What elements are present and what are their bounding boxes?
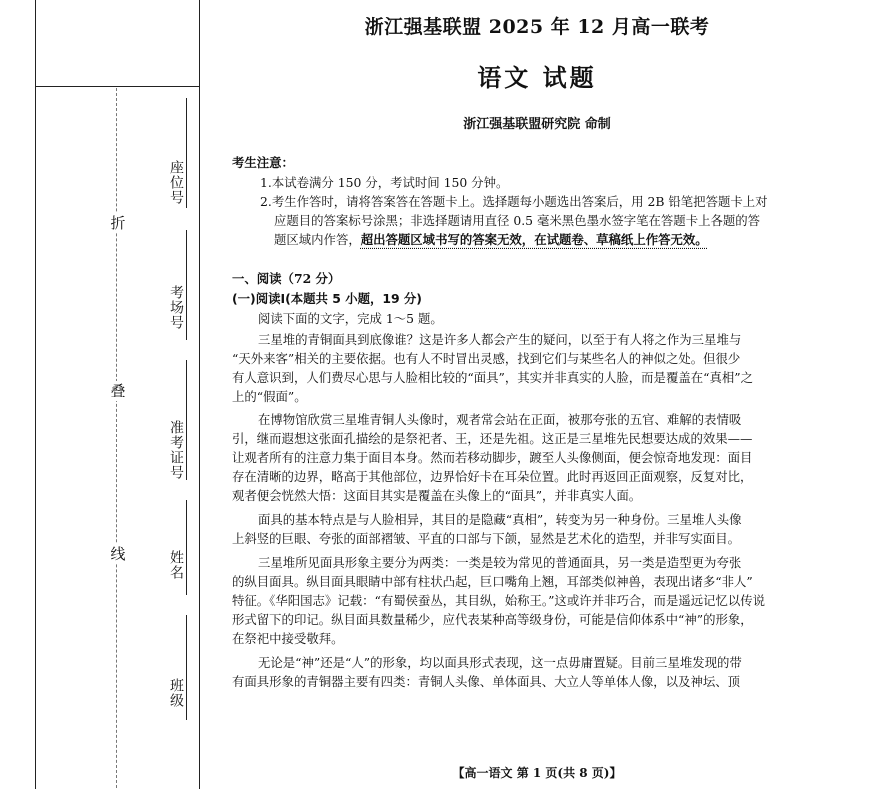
margin-top-rule bbox=[35, 86, 200, 87]
section-heading: 一、阅读（72 分） bbox=[232, 271, 341, 286]
fold-char-die: 叠 bbox=[110, 382, 126, 400]
passage-line: 三星堆的青铜面具到底像谁？这是许多人都会产生的疑问，以至于有人将之作为三星堆与 bbox=[258, 332, 742, 347]
name-blank[interactable] bbox=[186, 500, 187, 595]
seat-number-blank[interactable] bbox=[186, 98, 187, 208]
notice-item-2-line-2: 应题目的答案标号涂黑；非选择题请用直径 0.5 毫米黑色墨水签字笔在答题卡上各题的答 bbox=[274, 213, 761, 228]
passage-line: 面具的基本特点是与人脸相异，其目的是隐藏“真相”，转变为另一种身份。三星堆人头像 bbox=[258, 512, 742, 527]
exam-room-label: 考场号 bbox=[168, 285, 184, 330]
passage-line: “天外来客”相关的主要依据。也有人不时冒出灵感，找到它们与某些名人的神似之处。但很少 bbox=[232, 351, 741, 366]
margin-right-border bbox=[199, 0, 200, 789]
passage-line: 上的“假面”。 bbox=[232, 389, 307, 404]
passage-line: 三星堆所见面具形象主要分为两类：一类是较为常见的普通面具，另一类是造型更为夸张 bbox=[258, 555, 742, 570]
class-blank[interactable] bbox=[186, 615, 187, 720]
admission-number-blank[interactable] bbox=[186, 360, 187, 480]
passage-line: 的纵目面具。纵目面具眼睛中部有柱状凸起，巨口嘴角上翘，耳部类似神兽，表现出诸多“非人” bbox=[232, 574, 753, 589]
seat-number-label: 座位号 bbox=[168, 160, 184, 205]
fold-char-zhe: 折 bbox=[110, 214, 126, 232]
passage-line: 形式留下的印记。纵目面具数量稀少，应代表某种高等级身份，可能是信仰体系中“神”的形象， bbox=[232, 612, 753, 627]
passage-line: 有面具形象的青铜器主要有四类：青铜人头像、单体面具、大立人等单体人像，以及神坛、顶 bbox=[232, 674, 741, 689]
margin-border-line bbox=[35, 0, 36, 789]
exam-title: 浙江强基联盟 2025 年 12 月高一联考 bbox=[364, 16, 710, 38]
reading-instruction: 阅读下面的文字，完成 1～5 题。 bbox=[258, 311, 443, 326]
passage-line: 在祭祀中接受敬拜。 bbox=[232, 631, 344, 646]
passage-line: 在博物馆欣赏三星堆青铜人头像时，观者常会站在正面，被那夸张的五官、难解的表情吸 bbox=[258, 412, 742, 427]
passage-line: 有人意识到，人们费尽心思与人脸相比较的“面具”，其实并非真实的人脸，而是覆盖在“真相”之 bbox=[232, 370, 753, 385]
fold-char-xian: 线 bbox=[110, 545, 126, 563]
notice-warning-emphasis: 超出答题区域书写的答案无效，在试题卷、草稿纸上作答无效。 bbox=[360, 232, 708, 247]
passage-line: 无论是“神”还是“人”的形象，均以面具形式表现，这一点毋庸置疑。目前三星堆发现的带 bbox=[258, 655, 742, 670]
passage-line: 观者便会恍然大悟：这面目其实是覆盖在头像上的“面具”，并非真实人面。 bbox=[232, 488, 642, 503]
subject-title: 语文 试题 bbox=[477, 63, 597, 92]
passage-line: 上斜竖的巨眼、夸张的面部褶皱、平直的口部与下颌，显然是艺术化的造型，并非写实面目。 bbox=[232, 531, 741, 546]
notice-item-2-line-1: 2.考生作答时，请将答案答在答题卡上。选择题每小题选出答案后，用 2B 铅笔把答题卡上对 bbox=[260, 194, 768, 209]
admission-number-label: 准考证号 bbox=[168, 420, 184, 480]
subsection-heading: (一)阅读Ⅰ(本题共 5 小题，19 分) bbox=[232, 291, 422, 306]
binding-margin bbox=[0, 0, 200, 789]
passage-line: 引，继而遐想这张面孔描绘的是祭祀者、王，还是先祖。这正是三星堆先民想要达成的效果—— bbox=[232, 431, 753, 446]
notice-heading: 考生注意： bbox=[232, 155, 294, 170]
passage-line: 特征。《华阳国志》记载：“有蜀侯蚕丛，其目纵，始称王。”这或许并非巧合，而是遥远记忆以传说 bbox=[232, 593, 766, 608]
notice-item-2-line-3 bbox=[274, 231, 842, 249]
passage-line: 让观者所有的注意力集于面目本身。然而若移动脚步，踱至人头像侧面，便会惊奇地发现：面目 bbox=[232, 450, 753, 465]
page-footer: 【高一语文 第 1 页(共 8 页)】 bbox=[452, 766, 622, 780]
passage-line: 存在清晰的边界，略高于其他部位，边界恰好卡在耳朵位置。此时再返回正面观察，反复对比， bbox=[232, 469, 753, 484]
notice-item-2-line-3-text: 题区域内作答， bbox=[274, 232, 361, 247]
name-label: 姓名 bbox=[168, 550, 184, 580]
exam-room-blank[interactable] bbox=[186, 230, 187, 340]
fold-dashed-line bbox=[116, 88, 117, 788]
notice-item-1: 1.本试卷满分 150 分，考试时间 150 分钟。 bbox=[260, 175, 509, 190]
issuing-org: 浙江强基联盟研究院 命制 bbox=[463, 117, 611, 132]
class-label: 班级 bbox=[168, 678, 184, 708]
